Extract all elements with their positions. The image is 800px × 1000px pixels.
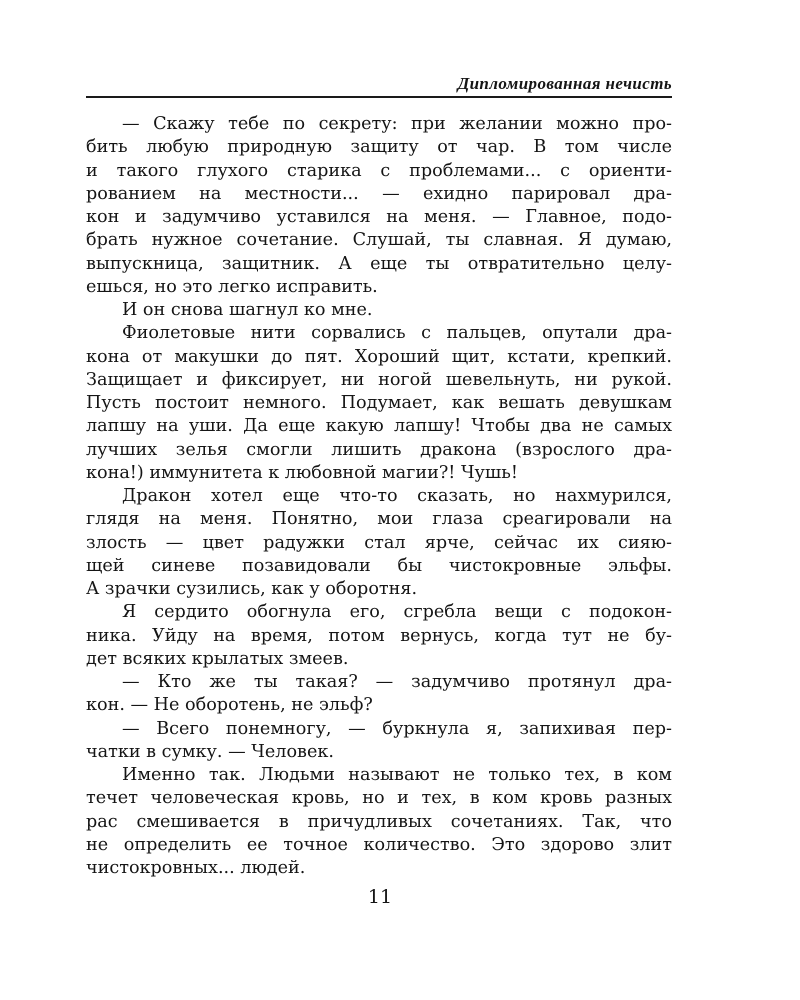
text-line: — Всего понемногу, — буркнула я, запихивая пер- bbox=[122, 718, 672, 739]
text-line: чистокровных... людей. bbox=[86, 858, 306, 878]
text-line: лапшу на уши. Да еще какую лапшу! Чтобы два не самых bbox=[86, 416, 672, 437]
text-line: кона!) иммунитета к любовной магии?! Чушь! bbox=[86, 462, 518, 483]
text-line: Именно так. Людьми называют не только тех, в ком bbox=[122, 765, 672, 785]
text-line: чатки в сумку. — Человек. bbox=[86, 741, 334, 762]
text-line: бить любую природную защиту от чар. В том числе bbox=[86, 137, 672, 158]
text-line: глядя на меня. Понятно, мои глаза среагировали на bbox=[86, 509, 672, 530]
body-text bbox=[86, 113, 672, 880]
text-line: лучших зелья смогли лишить дракона (взрослого дра- bbox=[86, 439, 672, 460]
text-line: щей синеве позавидовали бы чистокровные эльфы. bbox=[86, 555, 672, 576]
text-line: рованием на местности... — ехидно парировал дра- bbox=[86, 183, 672, 204]
text-line: Защищает и фиксирует, ни ногой шевельнуть, ни рукой. bbox=[86, 369, 672, 390]
text-line: и такого глухого старика с проблемами... с ориенти- bbox=[86, 160, 672, 181]
text-line: И он снова шагнул ко мне. bbox=[122, 300, 373, 320]
text-line: кон и задумчиво уставился на меня. — Главное, подо- bbox=[86, 207, 672, 227]
text-line: А зрачки сузились, как у оборотня. bbox=[86, 579, 418, 599]
text-line: Пусть постоит немного. Подумает, как вешать девушкам bbox=[86, 393, 672, 413]
text-line: дет всяких крылатых змеев. bbox=[86, 648, 349, 669]
text-line: злость — цвет радужки стал ярче, сейчас их сияю- bbox=[86, 532, 672, 553]
text-line: Фиолетовые нити сорвались с пальцев, опутали дра- bbox=[122, 323, 672, 344]
text-line: ника. Уйду на время, потом вернусь, когда тут не бу- bbox=[86, 625, 672, 646]
text-line: кон. — Не оборотень, не эльф? bbox=[86, 695, 373, 716]
header-rule bbox=[86, 96, 672, 98]
text-line: течет человеческая кровь, но и тех, в ком кровь разных bbox=[86, 788, 672, 809]
text-line: не определить ее точное количество. Это здорово злит bbox=[86, 834, 672, 855]
text-line: кона от макушки до пят. Хороший щит, кстати, крепкий. bbox=[86, 346, 672, 367]
text-line: ешься, но это легко исправить. bbox=[86, 276, 378, 297]
text-line: Я сердито обогнула его, сгребла вещи с подокон- bbox=[122, 602, 672, 623]
text-line: брать нужное сочетание. Слушай, ты славная. Я думаю, bbox=[86, 230, 672, 251]
page-number: 11 bbox=[367, 886, 393, 908]
text-line: выпускница, защитник. А еще ты отвратительно целу- bbox=[86, 253, 672, 274]
running-header: Дипломированная нечисть bbox=[457, 74, 672, 93]
text-line: рас смешивается в причудливых сочетаниях. Так, что bbox=[86, 811, 672, 832]
text-line: — Кто же ты такая? — задумчиво протянул дра- bbox=[122, 672, 672, 692]
text-line: — Скажу тебе по секрету: при желании можно про- bbox=[122, 114, 672, 134]
text-line: Дракон хотел еще что-то сказать, но нахмурился, bbox=[122, 486, 672, 506]
